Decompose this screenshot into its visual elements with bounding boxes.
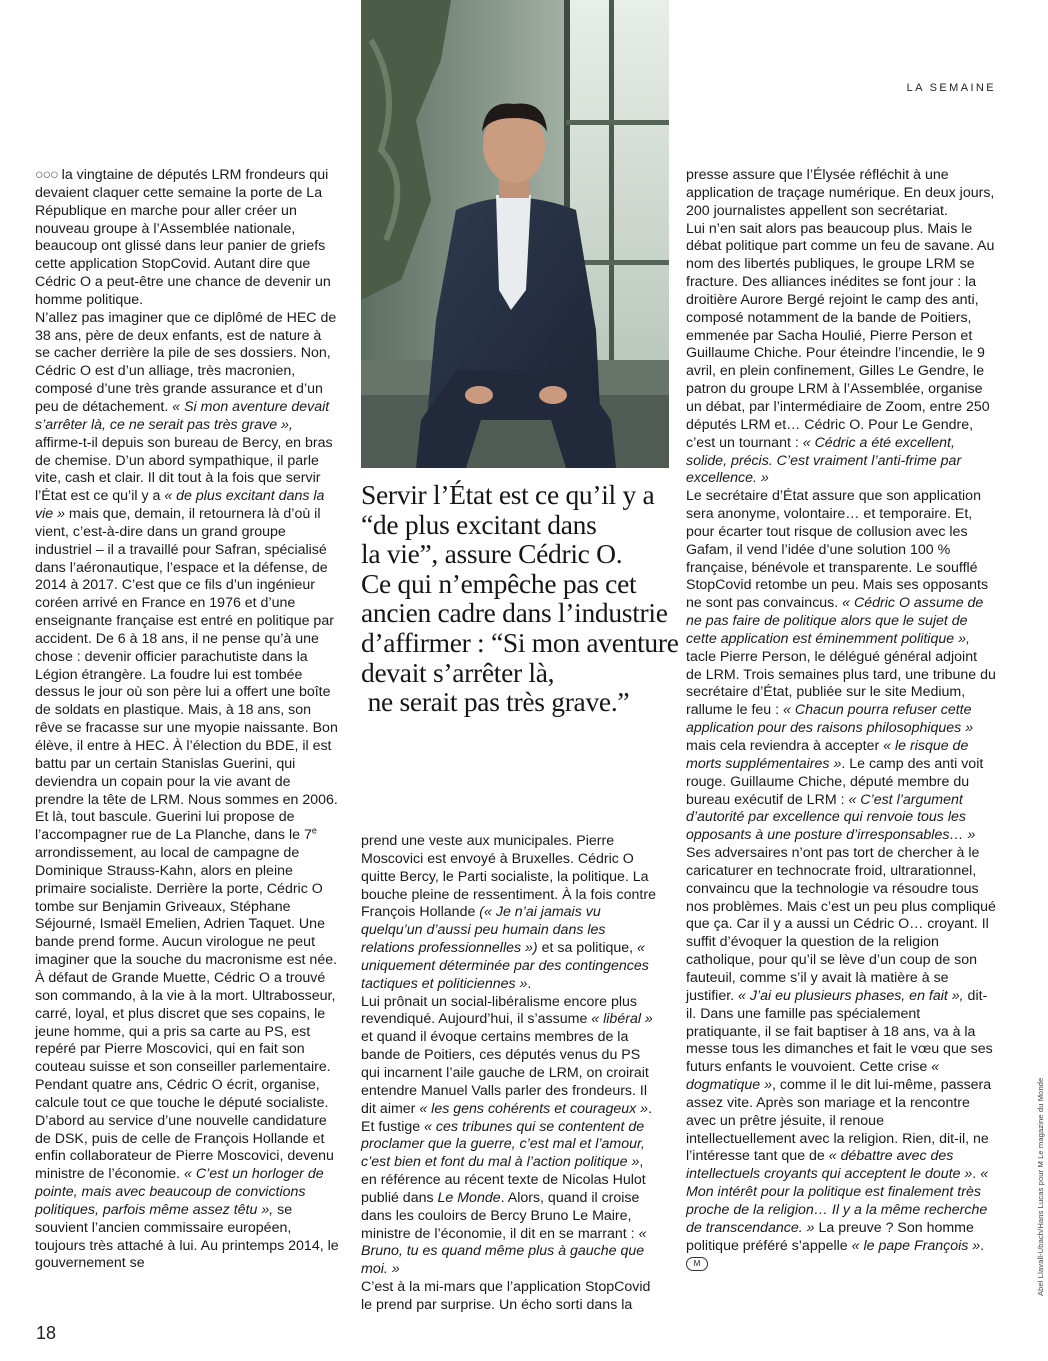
article-column-left: [35, 167, 340, 1273]
quote-run: « Cédric O assume de ne pas faire de politique alors que le sujet de cette application est éminemment politique »,: [686, 595, 984, 647]
quote-run: « uniquement déterminée par des contingences tactiques et politiciennes »: [361, 940, 649, 992]
quote-run: « les gens cohérents et courageux »: [419, 1100, 649, 1117]
quote-run: « le pape François »: [851, 1237, 981, 1254]
quote-run: « J’ai eu plusieurs phases, en fait »,: [738, 987, 964, 1004]
end-mark-logo: M: [686, 1257, 708, 1271]
text-run: affirme-t-il depuis son bureau de Bercy, en bras de chemise. D’un abord sympathique, il parle vite, cash et clair. Il dit tout à la fois que servir l’État est ce qu’il y a: [35, 434, 333, 505]
quote-run: « C’est un horloger de pointe, mais avec beaucoup de convictions politiques, parfois même assez têtu »,: [35, 1166, 324, 1218]
pull-quote-line: la vie”, assure Cédric O.: [361, 538, 623, 570]
quote-run: (« Je n’ai jamais vu quelqu’un d’aussi peu humain dans les relations professionnelles »): [361, 904, 606, 957]
photo-credit: Abel Llavall-Ubach/Hans Lucas pour M Le magazine du Monde: [1036, 1077, 1045, 1296]
pull-quote-line: Ce qui n’empêche pas cet: [361, 567, 637, 599]
text-run: Ses adversaires n’ont pas tort de chercher à le caricaturer en technocrate froid, ultrarationnel, convaincu que la technologie va résoudre tous nos problèmes. Mais c’est un peu plus compliqué que ça. Car il y a aussi un Cédric O… croyant. Il suffit d’évoquer la question de la religion catholique, pour qu’il se lève d’un coup de son fauteuil, comme s’il y avait là matière à se justifier.: [686, 845, 996, 1004]
quote-run: « dogmatique »: [686, 1059, 940, 1094]
text-run: .: [980, 1237, 985, 1254]
quote-run: « ces tribunes qui se contentent de proclamer que la guerre, c’est mal et l’amour, c’est bien et font du mal à l’action politique »: [361, 1118, 645, 1171]
article-paragraph: [35, 310, 340, 970]
pull-quote-line: ne serait pas très grave.”: [361, 686, 630, 718]
article-column-middle: [361, 833, 661, 1315]
text-run: mais cela reviendra à accepter: [686, 738, 884, 754]
text-run: se souvient l’ancien commissaire européen, toujours très attaché à lui. Au printemps 2014, le gouvernement se: [35, 1201, 339, 1272]
pull-quote: [361, 479, 679, 718]
text-run: la vingtaine de députés LRM frondeurs qui devaient claquer cette semaine la porte de La République en marche pour aller créer un nouveau groupe à l’Assemblée nationale, beaucoup ont glissé dans leur panier de griefs cette application StopCovid. Autant dire que Cédric O a peut-être une chance de devenir un homme politique.: [35, 167, 331, 308]
text-run: Lui n’en sait alors pas beaucoup plus. Mais le débat politique part comme un feu de savane. Au nom des libertés publiques, le groupe LRM se fracture. Des alliances inédites se font jour : la droitière Aurore Bergé rejoint le camp des anti, composé notamment de la bande de Poitiers, emmenée par Sacha Houlié, Pierre Person et Guillaume Chiche. Pour éteindre l’incendie, le 9 avril, en plein confinement, Gilles Le Gendre, le patron du groupe LRM à l’Assemblée, organise un débat, par l’intermédiaire de Zoom, entre 250 députés LRM et… Cédric O. Pour Le Gendre, c’est un tournant :: [686, 220, 995, 451]
quote-run: « Si mon aventure devait s’arrêter là, ce ne serait pas très grave »,: [35, 398, 330, 433]
quote-run: « libéral »: [591, 1011, 653, 1028]
article-paragraph: [686, 167, 996, 221]
quote-run: « le risque de morts supplémentaires »: [686, 738, 969, 772]
text-run: Le secrétaire d’État assure que son application sera anonyme, volontaire… et temporaire. Et, pour écarter tout risque de collusion avec les Gafam, il vend l’idée d’une solution 100 % française, bénévole et transparente. Le soufflé StopCovid retombe un peu. Mais ses opposants ne sont pas convaincus.: [686, 488, 989, 612]
text-run: . Alors, quand il croise dans les couloirs de Bercy Bruno Le Maire, ministre de l’économie, il dit en se marrant :: [361, 1189, 640, 1242]
text-run: .: [972, 1166, 981, 1183]
text-run: La preuve ? Son homme politique préféré s’appelle: [686, 1219, 974, 1254]
quote-run: « C’est l’argument d’autorité par excellence qui renvoie tous les opposants à une posture d’irresponsables… »: [686, 791, 976, 844]
superscript: e: [311, 825, 317, 836]
article-paragraph: [35, 167, 340, 310]
text-run: C’est à la mi-mars que l’application StopCovid le prend par surprise. Un écho sorti dans la: [361, 1279, 651, 1313]
text-run: dit-il. Dans une famille pas spécialement pratiquante, il se fait baptiser à 18 ans, va à la messe tous les dimanches et fait le vœu que ses futurs enfants le vouvoient. Cette crise: [686, 987, 993, 1076]
text-run: . Le camp des anti voit rouge. Guillaume Chiche, député membre du bureau exécutif de LRM :: [686, 755, 984, 808]
pull-quote-line: Servir l’État est ce qu’il y a: [361, 479, 655, 510]
section-label: LA SEMAINE: [906, 82, 996, 94]
text-run: À défaut de Grande Muette, Cédric O a trouvé son commando, à la vie à la mort. Ultrabosseur, carré, loyal, et plus discret que ses copains, le jeune homme, qui a pris sa carte au PS, est repéré par Pierre Moscovici, qui en fait son couteau suisse et son conseiller parlementaire. Pendant quatre ans, Cédric O écrit, organise, calcule tout ce que touche le député socialiste. D’abord au service d’une nouvelle candidature de DSK, puis de celle de François Hollande et enfin collaborateur de Pierre Moscovici, devenu ministre de l’économie.: [35, 969, 336, 1183]
text-run: tacle Pierre Person, le délégué général adjoint de LRM. Trois semaines plus tard, une tribune du secrétaire d’État, publiée sur le site Medium, rallume le feu :: [686, 648, 996, 719]
article-paragraph: [686, 845, 996, 1273]
publication-title: Le Monde: [437, 1189, 501, 1206]
pull-quote-line: devait s’arrêter là,: [361, 656, 555, 688]
text-run: mais que, demain, il retournera là d’où il vient, c’est-à-dire dans un grand groupe industriel – il a travaillé pour Safran, spécialisé dans l’aéronautique, l’espace et la défense, de 2014 à 2017. C’est que ce fils d’un ingénieur coréen arrivé en France en 1976 et d’une enseignante française est entré en politique par accident. De 6 à 18 ans, il ne pense qu’à une chose : devenir officier parachutiste dans la Légion étrangère. La foudre lui est tombée dessus le jour où son père lui a offert une boîte de soldats en plastique. Mais, à 18 ans, son rêve se fracasse sur une myopie naissante. Bon élève, il entre à HEC. À l’élection du BDE, il est battu par un certain Stanislas Guerini, qui deviendra un copain pour la vie avant de prendre la tête de LRM. Nous sommes en 2006. Et là, tout bascule. Guerini lui propose de l’accompagner rue de La Planche, dans le 7: [35, 506, 338, 844]
article-paragraph: [361, 994, 661, 1280]
quote-run: « débattre avec des intellectuels croyants qui acceptent le doute »: [686, 1148, 973, 1183]
page-number: 18: [36, 1323, 57, 1343]
text-run: presse assure que l’Élysée réfléchit à une application de traçage numérique. En deux jours, 200 journalistes appellent son secrétariat.: [686, 167, 995, 219]
text-run: prend une veste aux municipales. Pierre Moscovici est envoyé à Bruxelles. Cédric O quitte Bercy, le Parti socialiste, la politique. La bouche pleine de ressentiment. À la fois contre François Hollande: [361, 833, 656, 921]
quote-run: « Bruno, tu es quand même plus à gauche que moi. »: [361, 1225, 647, 1278]
text-run: et quand il évoque certains membres de la bande de Poitiers, ces députés venus du PS qui incarnent l’aile gauche de LRM, on croirait entendre Manuel Valls parler des frondeurs. Il dit aimer: [361, 1029, 649, 1117]
text-run: , comme il le dit lui-même, passera assez vite. Après son mariage et la rencontre avec un prêtre jésuite, il renoue intellectuellement avec la religion. Rien, dit-il, ne l’intéresse tant que de: [686, 1077, 992, 1165]
text-run: , en référence au récent texte de Nicolas Hulot publié dans: [361, 1154, 646, 1206]
article-paragraph: [361, 833, 661, 994]
text-run: Lui prônait un social-libéralisme encore plus revendiqué. Aujourd’hui, il s’assume: [361, 993, 638, 1028]
article-paragraph: [361, 1279, 661, 1315]
pull-quote-line: ancien cadre dans l’industrie: [361, 597, 668, 629]
article-paragraph: [35, 970, 340, 1273]
quote-run: « Cédric a été excellent, solide, précis. C’est vraiment l’anti-frime par excellence. »: [686, 434, 962, 487]
portrait-photo: [361, 0, 669, 468]
text-run: .: [527, 975, 532, 992]
text-run: . Et fustige: [361, 1100, 653, 1135]
continuation-marks: ○○○: [35, 167, 58, 183]
quote-run: « Mon intérêt pour la politique est finalement très proche de la religion… Il y a la même recherche de transcendance. »: [686, 1166, 989, 1236]
pull-quote-line: “de plus excitant dans: [361, 508, 597, 540]
pull-quote-line: d’affirmer : “Si mon aventure: [361, 626, 679, 658]
article-paragraph: [686, 221, 996, 489]
text-run: arrondissement, au local de campagne de Dominique Strauss-Kahn, alors en pleine primaire socialiste. Derrière la porte, Cédric O tombe sur Benjamin Griveaux, Stéphane Séjourné, Ismaël Emelien, Adrien Taquet. Une bande prend forme. Aucun virologue ne peut imaginer que la souche du macronisme est née.: [35, 845, 338, 969]
quote-run: « Chacun pourra refuser cette application pour des raisons philosophiques »: [686, 702, 974, 737]
article-column-right: [686, 167, 996, 1273]
quote-run: « de plus excitant dans la vie »: [35, 488, 325, 523]
text-run: N’allez pas imaginer que ce diplômé de HEC de 38 ans, père de deux enfants, est de nature à se cacher derrière la pile de ses dossiers. Non, Cédric O est d’un alliage, très macronien, composé d’une très grande assurance et d’un peu de détachement.: [35, 309, 337, 415]
article-paragraph: [686, 488, 996, 845]
text-run: et sa politique,: [537, 940, 638, 957]
